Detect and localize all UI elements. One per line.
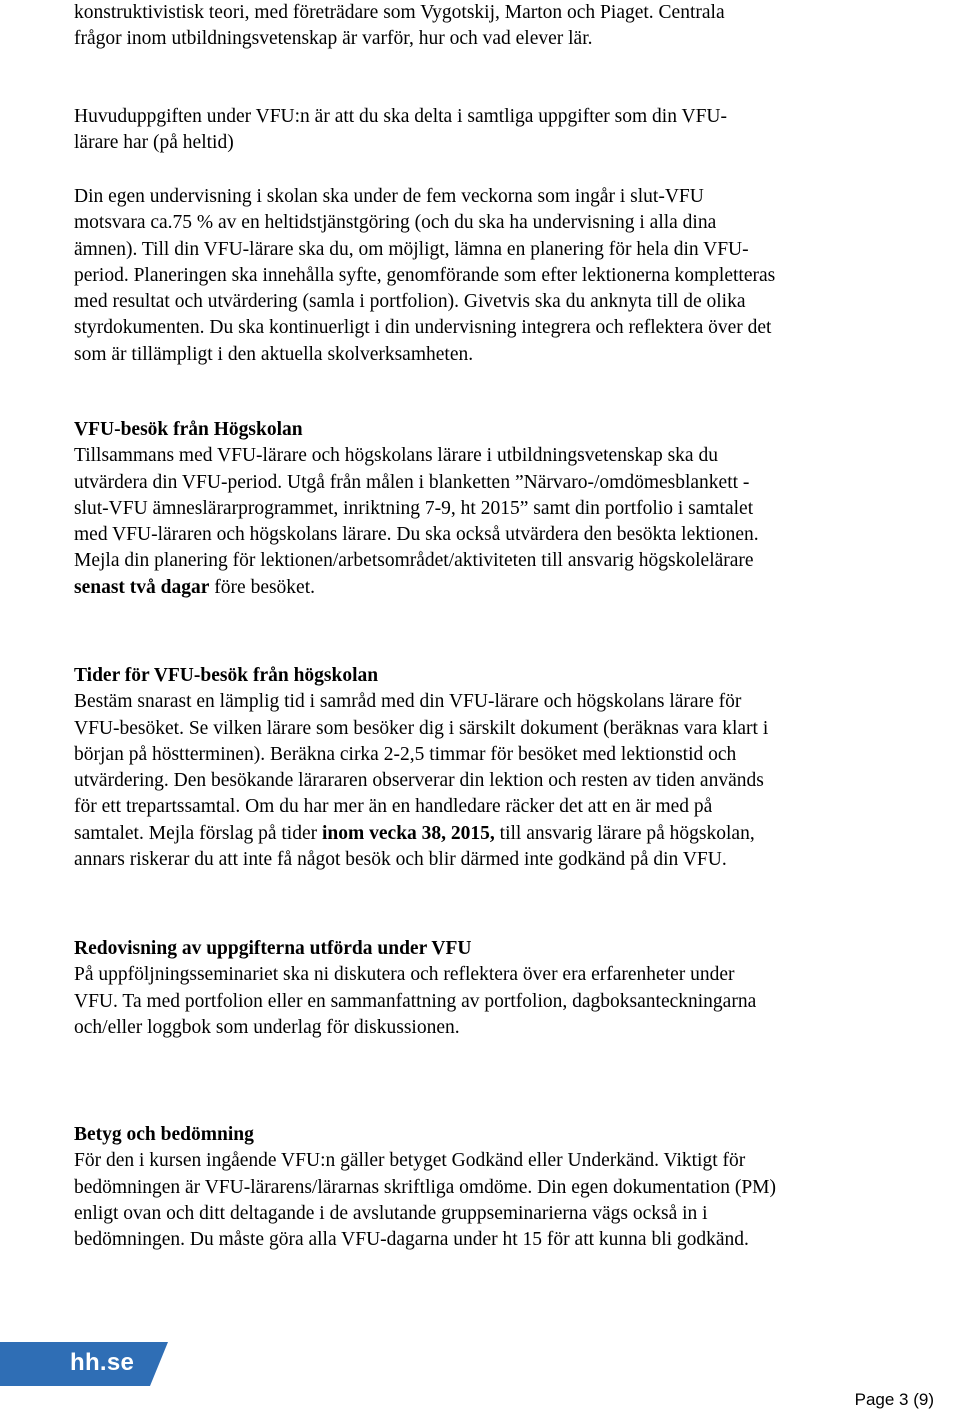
visit-section [74, 417, 914, 601]
section-heading-grading: Betyg och bedömning [74, 1124, 254, 1145]
text-line: lärare har (på heltid) [74, 132, 234, 154]
report-section [74, 936, 914, 1041]
section-heading-visit: VFU-besök från Högskolan [74, 419, 303, 440]
text-line: period. Planeringen ska innehålla syfte, genomförande som efter lektionerna kompletteras [74, 264, 776, 286]
text-line: annars riskerar du att inte få något besök och blir därmed inte godkänd på din VFU. [74, 849, 727, 871]
text-line: ämnen). Till din VFU-lärare ska du, om möjligt, lämna en planering för hela din VFU- [74, 238, 749, 260]
grading-section [74, 1122, 914, 1253]
intro-paragraph [74, 0, 914, 53]
text-line: för ett trepartssamtal. Om du har mer än en handledare räcker det att en är med på [74, 796, 713, 818]
text-line: frågor inom utbildningsvetenskap är varför, hur och vad elever lär. [74, 28, 593, 50]
bold-text: senast två dagar [74, 576, 210, 598]
text-line: VFU-besöket. Se vilken lärare som besöker dig i särskilt dokument (beräknas vara klart i [74, 717, 769, 739]
section-heading-times: Tider för VFU-besök från högskolan [74, 665, 379, 686]
text-line: Din egen undervisning i skolan ska under de fem veckorna som ingår i slut-VFU [74, 186, 704, 207]
text-line: VFU. Ta med portfolion eller en sammanfattning av portfolion, dagboksanteckningarna [74, 990, 757, 1012]
text-line [74, 575, 914, 601]
text-line: som är tillämpligt i den aktuella skolverksamheten. [74, 343, 474, 365]
section-heading-report: Redovisning av uppgifterna utförda under VFU [74, 938, 472, 959]
bold-text: inom vecka 38, 2015, [322, 822, 495, 844]
text-line: enligt ovan och ditt deltagande i de avslutande gruppseminarierna vägs också in i [74, 1202, 708, 1224]
text-line: motsvara ca.75 % av en heltidstjänstgöring (och du ska ha undervisning i alla dina [74, 212, 717, 234]
text-line: och/eller loggbok som underlag för diskussionen. [74, 1016, 460, 1038]
text-line: styrdokumenten. Du ska kontinuerligt i din undervisning integrera och reflektera över det [74, 317, 772, 339]
text-line: med VFU-läraren och högskolans lärare. Du ska också utvärdera den besökta lektionen. [74, 524, 759, 546]
text-line: Bestäm snarast en lämplig tid i samråd med din VFU-lärare och högskolans lärare för [74, 691, 742, 713]
text-line: utvärdera din VFU-period. Utgå från målen i blanketten ”Närvaro-/omdömesblankett - [74, 471, 750, 493]
text-line: bedömningen. Du måste göra alla VFU-dagarna under ht 15 för att kunna bli godkänd. [74, 1229, 749, 1251]
text-line [74, 821, 914, 847]
text-fragment: före besöket. [209, 576, 316, 598]
main-task-paragraph [74, 104, 914, 157]
times-section [74, 663, 914, 873]
text-line: Mejla din planering för lektionen/arbetsområdet/aktiviteten till ansvarig högskolelärare [74, 550, 754, 572]
text-fragment: samtalet. Mejla förslag på tider [74, 822, 322, 844]
text-fragment: till ansvarig lärare på högskolan, [494, 822, 755, 844]
text-line: För den i kursen ingående VFU:n gäller betyget Godkänd eller Underkänd. Viktigt för [74, 1150, 746, 1172]
text-line: Huvuduppgiften under VFU:n är att du ska delta i samtliga uppgifter som din VFU- [74, 106, 727, 127]
logo-text: hh.se [70, 1349, 135, 1376]
text-line: På uppföljningsseminariet ska ni diskutera och reflektera över era erfarenheter under [74, 964, 735, 986]
text-line: slut-VFU ämneslärarprogrammet, inriktning 7-9, ht 2015” samt din portfolio i samtalet [74, 497, 754, 519]
text-line: början på höstterminen). Beräkna cirka 2-2,5 timmar för besöket med lektionstid och [74, 743, 737, 765]
text-line: Tillsammans med VFU-lärare och högskolans lärare i utbildningsvetenskap ska du [74, 445, 718, 467]
text-line: med resultat och utvärdering (samla i portfolion). Givetvis ska du anknyta till de olika [74, 291, 746, 313]
teaching-paragraph [74, 184, 914, 368]
text-line: utvärdering. Den besökande lärararen observerar din lektion och resten av tiden används [74, 770, 764, 792]
text-line: bedömningen är VFU-lärarens/lärarnas skriftliga omdöme. Din egen dokumentation (PM) [74, 1176, 777, 1198]
page-number: Page 3 (9) [854, 1390, 934, 1409]
text-line: konstruktivistisk teori, med företrädare som Vygotskij, Marton och Piaget. Centrala [74, 2, 725, 23]
